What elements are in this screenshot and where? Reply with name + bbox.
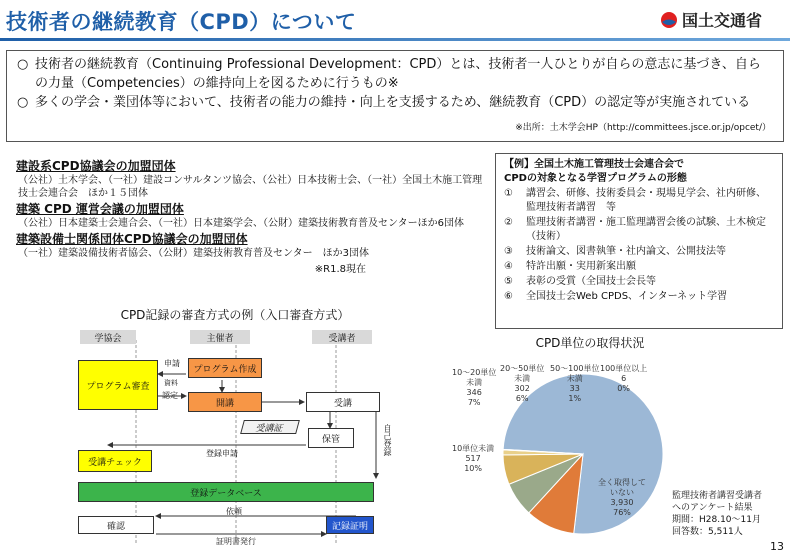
database-bar: 登録データベース — [78, 482, 374, 502]
pie-title: CPD単位の取得状況 — [535, 336, 645, 350]
example-title: 【例】全国土木施工管理技士会連合会で — [504, 159, 684, 170]
page-title: 技術者の継続教育（CPD）について — [6, 10, 357, 34]
example-text: 技術論文、図書執筆・社内論文、公開技法等 — [526, 246, 726, 257]
self-register-label: 自己登録 — [383, 424, 392, 456]
example-item — [504, 275, 774, 289]
attend-box: 受講 — [306, 392, 380, 412]
pie-label-20-50: 20～50単位 未満 302 6% — [500, 364, 545, 403]
proof-box: 記録証明 — [326, 516, 374, 534]
flow-diagram — [76, 330, 396, 550]
keep-box: 保管 — [308, 428, 354, 448]
pie-note — [672, 490, 762, 538]
intro-text: 多くの学会・業団体等において、技術者の能力の維持・向上を支援するため、継続教育（CPD）の認定等が実施されている — [35, 95, 751, 110]
as-of-note: ※R1.8現在 — [314, 264, 366, 275]
example-box — [495, 153, 783, 329]
col-academic: 学協会 — [80, 330, 136, 344]
program-review-box: プログラム審査 — [78, 360, 158, 410]
issue-label: 証明書発行 — [216, 537, 256, 546]
group-title: 建設系CPD協議会の加盟団体 — [16, 159, 176, 173]
intro-item — [17, 55, 773, 93]
example-subtitle: CPDの対象となる学習プログラムの形態 — [504, 173, 687, 184]
pie-note-line: 期間：H28.10～11月 — [672, 515, 761, 525]
example-item — [504, 216, 774, 244]
mlit-logo-icon — [660, 11, 678, 29]
confirm-box: 確認 — [78, 516, 154, 534]
group-desc: （一社）建築設備技術者協会、（公財）建築技術教育普及センター ほか3団体 — [18, 248, 369, 259]
example-text: 表彰の受賞（全国技士会長等 — [526, 276, 656, 287]
register-apply-label: 登録申請 — [206, 449, 238, 458]
example-num: ⑤ — [504, 276, 513, 287]
intro-source: ※出所：土木学会HP（http://committees.jsce.or.jp/opcet/） — [515, 123, 771, 133]
program-create-box: プログラム作成 — [188, 358, 262, 378]
request-label: 依頼 — [226, 507, 242, 516]
example-text: 全国技士会Web CPDS、インターネット学習 — [526, 291, 728, 302]
intro-text: 技術者の継続教育（Continuing Professional Development：CPD）とは、技術者一人ひとりが自らの意志に基づき、自らの力量（Competencies）の維持向上を図るために行うもの※ — [35, 57, 761, 91]
example-num: ② — [504, 217, 513, 228]
intro-box — [6, 50, 784, 142]
col-organizer: 主催者 — [190, 330, 250, 344]
pie-label-lt10: 10単位未満 517 10% — [452, 444, 495, 473]
materials-label: 資料 — [164, 379, 178, 387]
intro-item — [17, 93, 773, 112]
groups-section — [16, 157, 486, 275]
pie-label-100plus: 100単位以上 6 0% — [600, 364, 648, 393]
title-underline — [0, 38, 790, 41]
example-num: ① — [504, 188, 513, 199]
certificate-box: 受講証 — [240, 420, 300, 434]
example-text: 監理技術者講習・施工監理講習会後の試験、土木検定（技術） — [526, 217, 766, 242]
pie-note-line: 回答数：5,511人 — [672, 527, 743, 537]
flow-title: CPD記録の審査方式の例（入口審査方式） — [120, 308, 350, 322]
group-title: 建築 CPD 運営会議の加盟団体 — [16, 202, 184, 216]
bullet: ○ — [17, 57, 29, 72]
bullet: ○ — [17, 95, 29, 110]
hold-box: 開講 — [188, 392, 262, 412]
group-title: 建築設備士関係団体CPD協議会の加盟団体 — [16, 232, 248, 246]
apply-label: 申請 — [164, 359, 180, 368]
pie-note-line: 監理技術者講習受講者 — [672, 491, 763, 501]
example-num: ⑥ — [504, 291, 513, 302]
example-item — [504, 187, 774, 215]
group-desc: （公社）日本建築士会連合会、（一社）日本建築学会、（公財）建築技術教育普及センターほか6団体 — [18, 218, 464, 229]
certify-label: 認定 — [162, 391, 178, 400]
logo-text: 国土交通省 — [682, 11, 763, 30]
col-attendee: 受講者 — [312, 330, 372, 344]
example-num: ④ — [504, 261, 513, 272]
pie-label-50-100: 50～100単位 未満 33 1% — [550, 364, 600, 403]
example-text: 特許出願・実用新案出願 — [526, 261, 636, 272]
check-box: 受講チェック — [78, 450, 152, 472]
pie-label-10-20: 10～20単位 未満 346 7% — [452, 368, 497, 407]
example-num: ③ — [504, 246, 513, 257]
page-number: 13 — [770, 540, 784, 553]
example-text: 講習会、研修、技術委員会・現場見学会、社内研修、監理技術者講習 等 — [526, 188, 766, 213]
group-desc: （公社）土木学会、（一社）建設コンサルタンツ協会、（公社）日本技術士会、（一社）全国土木施工管理技士会連合会 ほか１５団体 — [18, 175, 483, 199]
example-item — [504, 260, 774, 274]
mlit-logo — [660, 8, 762, 31]
example-item — [504, 290, 774, 304]
pie-label-none: 全く取得して いない 3,930 76% — [598, 478, 646, 517]
pie-note-line: へのアンケート結果 — [672, 503, 753, 513]
example-item — [504, 245, 774, 259]
